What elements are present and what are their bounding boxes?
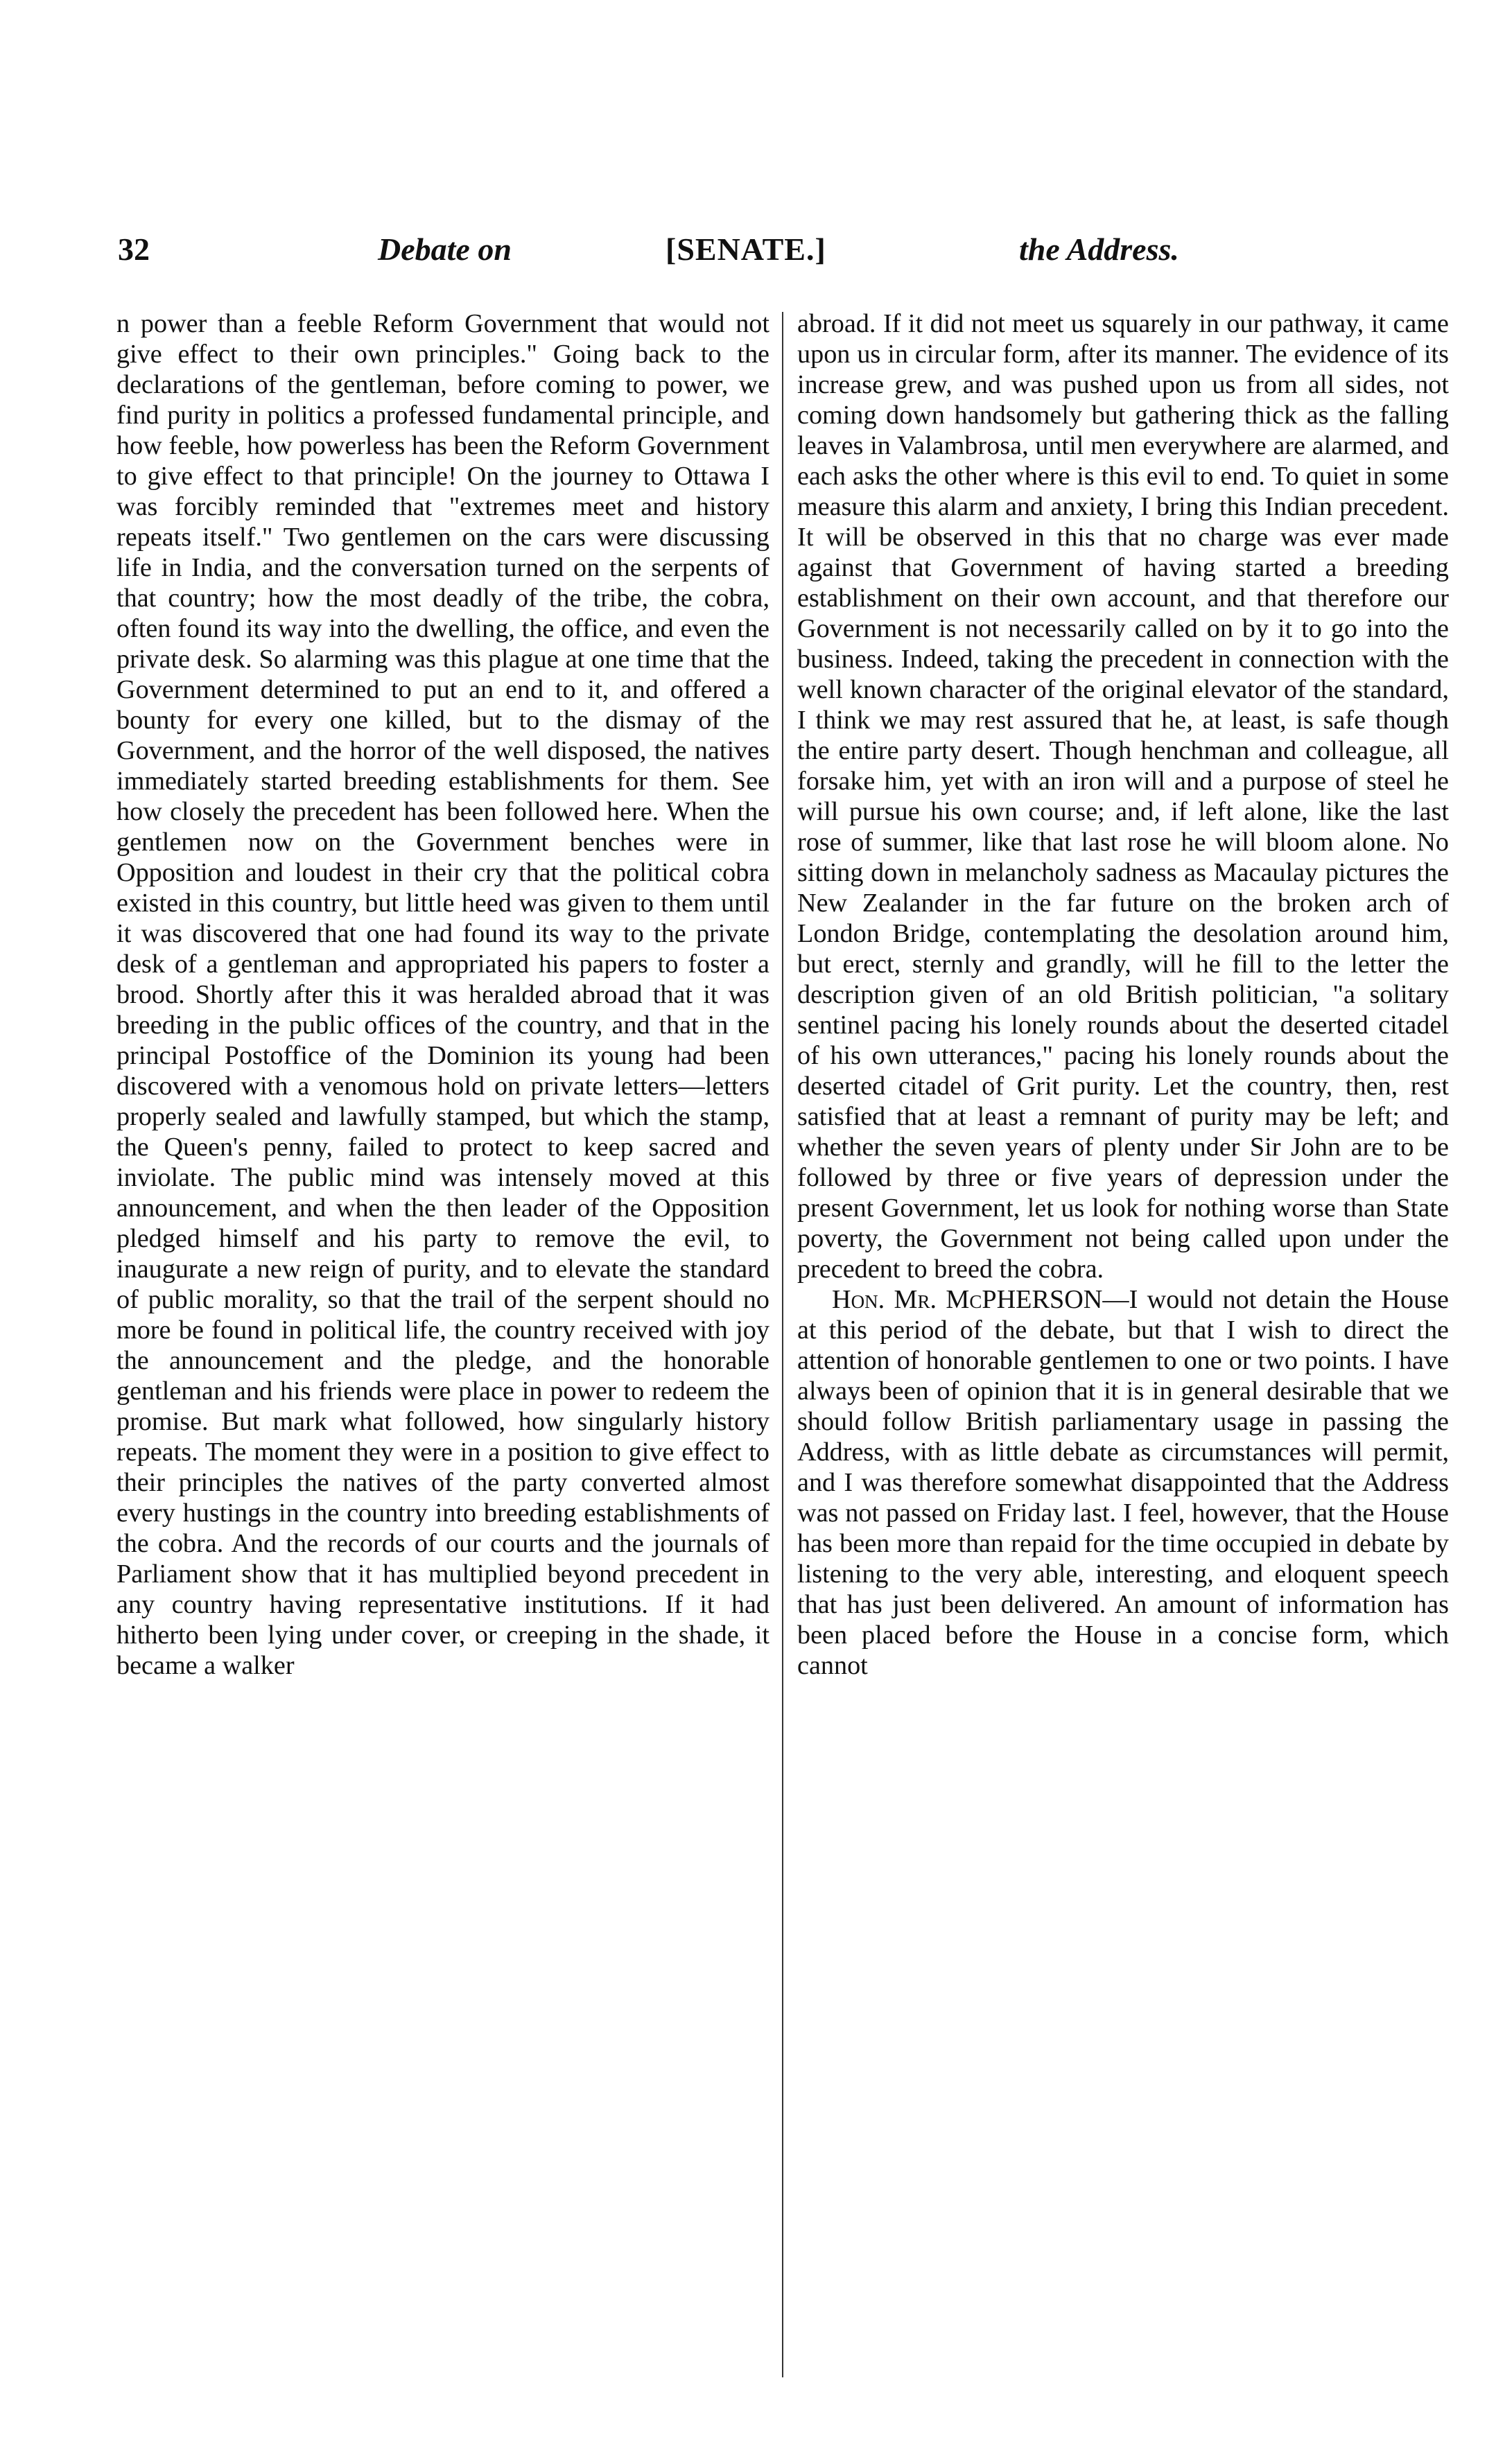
running-title-left: Debate on xyxy=(378,231,512,267)
left-column-text: n power than a feeble Reform Government that would not give effect to their own principles." Going back to the declarations of the gentleman, before coming to power, we find purity in politics a professed fundamental principle, and how feeble, how powerless has been the Reform Government to give effect to that principle! On the journey to Ottawa I was forcibly reminded that "extremes meet and history repeats itself." Two gentlemen on the cars were discussing life in India, and the conversation turned on the serpents of that country; how the most deadly of the tribe, the cobra, often found its way into the dwelling, the office, and even the private desk. So alarming was this plague at one time that the Government determined to put an end to it, and offered a bounty for every one killed, but to the dismay of the Government, and the horror of the well disposed, the natives immediately started breeding establishments for them. See how closely the precedent has been followed here. When the gentlemen now on the Government benches were in Opposition and loudest in their cry that the political cobra existed in this country, but little heed was given to them until it was discovered that one had found its way to the private desk of a gentleman and appropriated his papers to foster a brood. Shortly after this it was heralded abroad that it was breeding in the public offices of the country, and that in the principal Postoffice of the Dominion its young had been discovered with a venomous hold on private letters—letters properly sealed and lawfully stamped, but which the stamp, the Queen's penny, failed to protect to keep sacred and inviolate. The public mind was intensely moved at this announcement, and when the then leader of the Opposition pledged himself and his party to remove the evil, to inaugurate a new reign of purity, and to elevate the standard of public morality, so that the trail of the serpent should no more be found in political life, the country received with joy the announcement and the pledge, and the honorable gentleman and his friends were place in power to redeem the promise. But mark what followed, how singularly history repeats. The moment they were in a position to give effect to their principles the natives of the party converted almost every hustings in the country into breeding establishments of the cobra. And the records of our courts and the journals of Parliament show that it has multiplied beyond precedent in any country having representative institutions. If it had hitherto been lying under cover, or creeping in the shade, it became a walker xyxy=(116,309,769,1680)
right-column-paragraph-1: abroad. If it did not meet us squarely in our pathway, it came upon us in circular form, after its manner. The evidence of its increase grew, and was pushed upon us from all sides, not coming down handsomely but gathering thick as the falling leaves in Valambrosa, until men everywhere are alarmed, and each asks the other where is this evil to end. To quiet in some measure this alarm and anxiety, I bring this Indian precedent. It will be observed in this that no charge was ever made against that Government of having started a breeding establishment on their own account, and that therefore our Government is not necessarily called on by it to go into the business. Indeed, taking the precedent in connection with the well known character of the original elevator of the standard, I think we may rest assured that he, at least, is safe though the entire party desert. Though henchman and colleague, all forsake him, yet with an iron will and a purpose of steel he will pursue his own course; and, if left alone, like the last rose of summer, like that last rose he will bloom alone. No sitting down in melancholy sadness as Macaulay pictures the New Zealander in the far future on the broken arch of London Bridge, contemplating the desolation around him, but erect, sternly and grandly, will he fill to the letter the description given of an old British politician, "a solitary sentinel pacing his lonely rounds about the deserted citadel of his own utterances," pacing his lonely rounds about the deserted citadel of Grit purity. Let the country, then, rest satisfied that at least a remnant of purity may be left; and whether the seven years of plenty under Sir John are to be followed by three or five years of depression under the present Government, let us look for nothing worse than State poverty, the Government not being called upon under the precedent to breed the cobra. xyxy=(797,309,1449,1284)
speaker-name: Hon. Mr. McPHERSON xyxy=(832,1285,1103,1314)
page-number: 32 xyxy=(118,231,150,267)
column-divider xyxy=(782,312,783,2377)
right-column-paragraph-2 xyxy=(797,1284,1449,1681)
running-title-right: the Address. xyxy=(1019,231,1179,267)
right-column xyxy=(797,308,1449,2395)
left-column xyxy=(116,308,769,2395)
speech-text: —I would not detain the House at this period of the debate, but that I wish to direct the attention of honorable gentlemen to one or two points. I have always been of opinion that it is in general desirable that we should follow British parliamentary usage in passing the Address, with as little debate as circumstances will permit, and I was therefore somewhat disappointed that the Address was not passed on Friday last. I feel, however, that the House has been more than repaid for the time occupied in debate by listening to the very able, interesting, and eloquent speech that has just been delivered. An amount of information has been placed before the House in a concise form, which cannot xyxy=(797,1285,1449,1680)
running-title-center: [SENATE.] xyxy=(666,231,826,267)
page-header xyxy=(118,229,1386,277)
